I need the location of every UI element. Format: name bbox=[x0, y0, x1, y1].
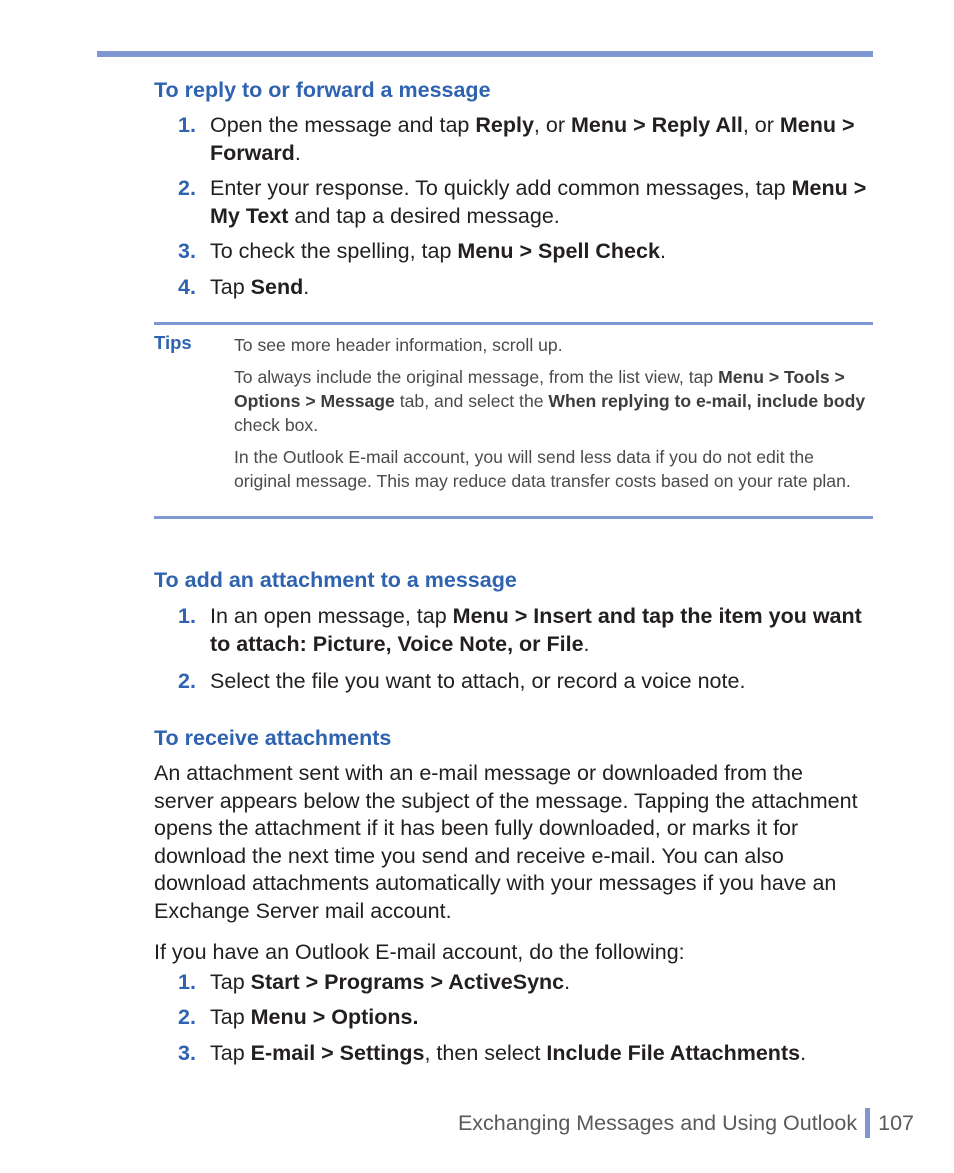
text: . bbox=[303, 275, 310, 299]
text: Enter your response. To quickly add common messages, tap bbox=[210, 176, 792, 200]
attachment-steps bbox=[178, 602, 868, 695]
receive-paragraph: An attachment sent with an e-mail message or downloaded from the server appears below the subject of the message. Tapping the attachment opens the attachment if it has been fully downloaded, or marks it for download the next time you send and receive e-mail. You can also download attachments automatically with your messages if you have an Exchange Server mail account. bbox=[154, 761, 858, 923]
bold-text: Start > Programs > ActiveSync bbox=[250, 970, 565, 994]
text: In the Outlook E-mail account, you will send less data if you do not edit the original message. This may reduce data transfer costs based on your rate plan. bbox=[234, 447, 851, 491]
bold-text: Menu > Forward bbox=[210, 113, 855, 165]
step-number: 1. bbox=[178, 970, 196, 994]
heading-receive-attachments: To receive attachments bbox=[154, 726, 392, 750]
text: . bbox=[800, 1041, 807, 1065]
reply-steps bbox=[178, 111, 868, 301]
bold-text: Menu > Reply All bbox=[570, 113, 743, 137]
footer-divider bbox=[865, 1108, 870, 1138]
bold-text: Reply bbox=[475, 113, 534, 137]
text: Tap bbox=[210, 970, 251, 994]
step-number: 3. bbox=[178, 1041, 196, 1065]
bold-text: Menu > Insert and tap the item you want to attach: Picture, Voice Note, or File bbox=[210, 604, 862, 656]
text: To always include the original message, from the list view, tap bbox=[234, 367, 719, 387]
top-rule bbox=[97, 51, 873, 57]
outlook-intro: If you have an Outlook E-mail account, do the following: bbox=[154, 940, 685, 964]
step-number: 2. bbox=[178, 1005, 196, 1029]
text: . bbox=[659, 239, 666, 263]
bold-text: Include File Attachments bbox=[546, 1041, 801, 1065]
page-number: 107 bbox=[878, 1110, 914, 1135]
step-number: 2. bbox=[178, 669, 196, 693]
text: , or bbox=[533, 113, 571, 137]
text: . bbox=[583, 632, 590, 656]
bold-text: Menu > My Text bbox=[210, 176, 867, 228]
text: . bbox=[294, 141, 301, 165]
step-item bbox=[178, 1039, 868, 1067]
step-number: 1. bbox=[178, 604, 196, 628]
tips-label: Tips bbox=[154, 332, 192, 353]
bold-text: Menu > Tools > Options > Message bbox=[234, 367, 845, 411]
text: Tap bbox=[210, 1041, 251, 1065]
text: tab, and select the bbox=[394, 391, 549, 411]
step-item bbox=[178, 667, 868, 695]
text: Tap bbox=[210, 1005, 251, 1029]
tips-body bbox=[234, 333, 866, 501]
text: In an open message, tap bbox=[210, 604, 453, 628]
step-item bbox=[178, 968, 868, 996]
bold-text: Send bbox=[250, 275, 304, 299]
step-item bbox=[178, 1003, 868, 1031]
step-item bbox=[178, 111, 868, 167]
step-item bbox=[178, 602, 868, 658]
step-number: 2. bbox=[178, 176, 196, 200]
text: and tap a desired message. bbox=[288, 204, 560, 228]
step-number: 1. bbox=[178, 113, 196, 137]
step-number: 4. bbox=[178, 275, 196, 299]
tip-item bbox=[234, 365, 866, 437]
bold-text: When replying to e-mail, include body bbox=[548, 391, 866, 411]
text: To see more header information, scroll up. bbox=[234, 335, 563, 355]
step-item bbox=[178, 273, 868, 301]
text: Tap bbox=[210, 275, 251, 299]
text: To check the spelling, tap bbox=[210, 239, 458, 263]
text: . bbox=[564, 970, 571, 994]
text: Open the message and tap bbox=[210, 113, 476, 137]
tip-item bbox=[234, 333, 866, 357]
bold-text: Menu > Options. bbox=[250, 1005, 419, 1029]
bold-text: Menu > Spell Check bbox=[457, 239, 660, 263]
chapter-title: Exchanging Messages and Using Outlook bbox=[457, 1110, 858, 1135]
text: , then select bbox=[424, 1041, 547, 1065]
step-item bbox=[178, 174, 868, 230]
text: check box. bbox=[234, 415, 319, 435]
heading-add-attachment: To add an attachment to a message bbox=[154, 568, 517, 592]
text: Select the file you want to attach, or record a voice note. bbox=[210, 669, 746, 693]
page-footer bbox=[458, 1108, 914, 1138]
tips-box bbox=[154, 322, 873, 519]
receive-steps bbox=[178, 968, 868, 1067]
text: , or bbox=[742, 113, 780, 137]
step-item bbox=[178, 237, 868, 265]
heading-reply-forward: To reply to or forward a message bbox=[154, 78, 491, 102]
step-number: 3. bbox=[178, 239, 196, 263]
tip-item bbox=[234, 445, 866, 493]
bold-text: E-mail > Settings bbox=[250, 1041, 425, 1065]
